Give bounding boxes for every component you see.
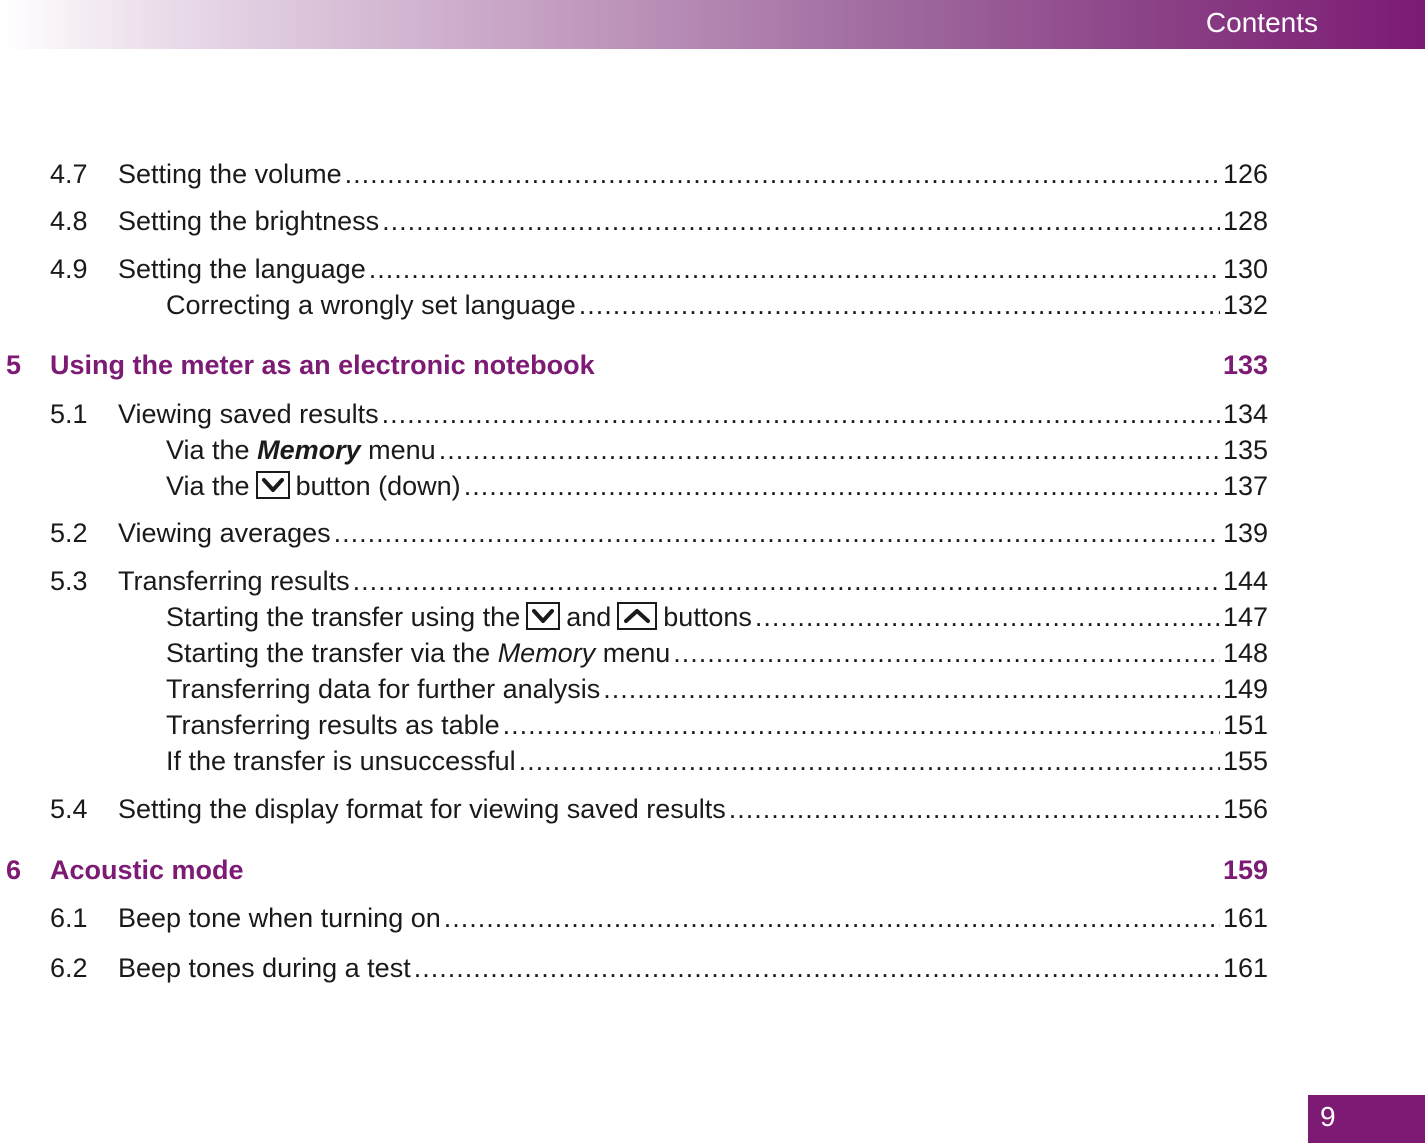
chevron-down-icon <box>256 471 290 499</box>
title-suffix: button (down) <box>295 471 461 501</box>
toc-entry-4-7[interactable] <box>0 156 1425 192</box>
toc-entry-number: 5.2 <box>50 518 88 548</box>
toc-entry-title: Setting the display format for viewing saved results <box>118 794 726 824</box>
toc-entry-page: 161 <box>1222 903 1268 933</box>
toc-entry-page: 130 <box>1222 254 1268 284</box>
toc-subentry-transfer-buttons[interactable] <box>0 599 1425 635</box>
toc-entry-title <box>166 468 461 504</box>
toc-entry-number: 5.4 <box>50 794 88 824</box>
toc-entry-title: Transferring data for further analysis <box>166 674 601 704</box>
title-prefix: Starting the transfer using the <box>166 602 521 632</box>
toc-entry-title: Beep tone when turning on <box>118 903 441 933</box>
toc-entry-title: Setting the language <box>118 254 366 284</box>
toc-entry-title: Transferring results <box>118 566 350 596</box>
toc-entry-page: 149 <box>1222 674 1268 704</box>
leader-dots <box>755 599 1220 635</box>
title-prefix: Via the <box>166 435 250 465</box>
toc-entry-title: Setting the brightness <box>118 206 380 236</box>
toc-subentry-transfer-memory[interactable] <box>0 635 1425 671</box>
toc-entry-number: 4.8 <box>50 206 88 236</box>
leader-dots <box>345 156 1220 192</box>
chapter-number: 5 <box>6 350 22 380</box>
toc-entry-title: Transferring results as table <box>166 710 500 740</box>
leader-dots <box>503 707 1220 743</box>
toc-entry-page: 151 <box>1222 710 1268 740</box>
toc-entry-number: 6.1 <box>50 903 88 933</box>
leader-dots <box>369 251 1220 287</box>
toc-entry-page: 128 <box>1222 206 1268 236</box>
leader-dots <box>603 671 1220 707</box>
toc-entry-page: 144 <box>1222 566 1268 596</box>
toc-subentry-via-down-button[interactable] <box>0 468 1425 504</box>
toc-chapter-6[interactable] <box>0 852 1425 888</box>
toc-entry-5-1[interactable] <box>0 396 1425 432</box>
toc-entry-page: 161 <box>1222 953 1268 983</box>
toc-subentry-further-analysis[interactable] <box>0 671 1425 707</box>
toc-entry-page: 126 <box>1222 159 1268 189</box>
toc-entry-title: If the transfer is unsuccessful <box>166 746 516 776</box>
toc-entry-4-8[interactable] <box>0 203 1425 239</box>
toc-entry-title: Setting the volume <box>118 159 342 189</box>
title-middle: and <box>566 602 612 632</box>
toc-entry-5-4[interactable] <box>0 791 1425 827</box>
leader-dots <box>519 743 1220 779</box>
toc-entry-number: 6.2 <box>50 953 88 983</box>
memory-emphasis: Memory <box>497 638 596 668</box>
leader-dots <box>464 468 1220 504</box>
title-prefix: Starting the transfer via the <box>166 638 491 668</box>
toc-subentry-via-memory[interactable] <box>0 432 1425 468</box>
toc-entry-title: Viewing averages <box>118 518 331 548</box>
leader-dots <box>579 287 1220 323</box>
toc-subentry-results-table[interactable] <box>0 707 1425 743</box>
page-number-tab <box>1308 1095 1425 1143</box>
toc-entry-5-2[interactable] <box>0 515 1425 551</box>
toc-entry-title <box>166 635 670 671</box>
toc-chapter-5[interactable] <box>0 347 1425 383</box>
title-suffix: menu <box>368 435 436 465</box>
toc-subentry-correcting-language[interactable] <box>0 287 1425 323</box>
toc-entry-5-3[interactable] <box>0 563 1425 599</box>
toc-entry-title: Beep tones during a test <box>118 953 411 983</box>
chapter-page: 133 <box>1222 350 1268 380</box>
leader-dots <box>444 900 1220 936</box>
leader-dots <box>729 791 1220 827</box>
leader-dots <box>382 203 1220 239</box>
chapter-title: Using the meter as an electronic notebook <box>50 350 595 380</box>
toc-entry-6-2[interactable] <box>0 950 1425 986</box>
leader-dots <box>382 396 1220 432</box>
toc-entry-page: 137 <box>1222 471 1268 501</box>
toc-entry-title: Correcting a wrongly set language <box>166 290 576 320</box>
memory-emphasis: Memory <box>257 435 361 465</box>
chapter-number: 6 <box>6 855 22 885</box>
title-suffix: buttons <box>663 602 752 632</box>
toc-entry-number: 4.7 <box>50 159 88 189</box>
toc-entry-page: 156 <box>1222 794 1268 824</box>
toc-entry-title <box>166 599 752 635</box>
toc-entry-title: Viewing saved results <box>118 399 379 429</box>
toc-entry-page: 139 <box>1222 518 1268 548</box>
chapter-page: 159 <box>1222 855 1268 885</box>
toc-entry-number: 4.9 <box>50 254 88 284</box>
leader-dots <box>334 515 1220 551</box>
toc-entry-page: 132 <box>1222 290 1268 320</box>
leader-dots <box>673 635 1220 671</box>
toc-entry-4-9[interactable] <box>0 251 1425 287</box>
title-prefix: Via the <box>166 471 250 501</box>
leader-dots <box>414 950 1220 986</box>
toc-entry-page: 147 <box>1222 602 1268 632</box>
toc-entry-6-1[interactable] <box>0 900 1425 936</box>
toc-entry-page: 155 <box>1222 746 1268 776</box>
toc-entry-title <box>166 432 436 468</box>
leader-dots <box>353 563 1220 599</box>
toc-subentry-transfer-unsuccessful[interactable] <box>0 743 1425 779</box>
toc-entry-number: 5.1 <box>50 399 88 429</box>
header-title: Contents <box>1205 7 1318 38</box>
toc-entry-page: 135 <box>1222 435 1268 465</box>
toc-entry-number: 5.3 <box>50 566 88 596</box>
chevron-up-icon <box>617 602 657 630</box>
chapter-title: Acoustic mode <box>50 855 244 885</box>
chevron-down-icon <box>526 602 560 630</box>
leader-dots <box>439 432 1220 468</box>
toc-entry-page: 134 <box>1222 399 1268 429</box>
title-suffix: menu <box>602 638 671 668</box>
toc-entry-page: 148 <box>1222 638 1268 668</box>
page-number: 9 <box>1320 1101 1336 1132</box>
